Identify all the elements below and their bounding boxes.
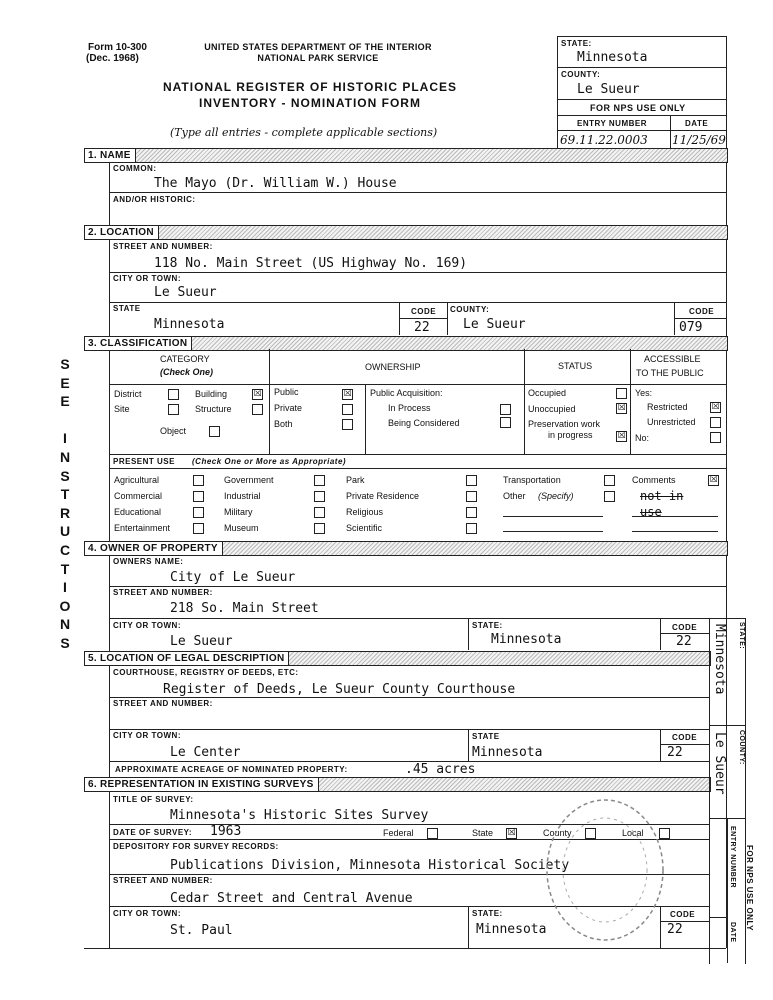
use-transportation-checkbox[interactable] bbox=[604, 475, 615, 486]
agency-line2: NATIONAL PARK SERVICE bbox=[257, 53, 379, 63]
use-museum-checkbox[interactable] bbox=[314, 523, 325, 534]
district-checkbox[interactable] bbox=[168, 389, 179, 400]
depository-label: DEPOSITORY FOR SURVEY RECORDS: bbox=[113, 842, 279, 851]
use-private-residence-label: Private Residence bbox=[346, 491, 420, 501]
top-date-label: DATE bbox=[685, 119, 709, 128]
section-5-head: 5. LOCATION OF LEGAL DESCRIPTION bbox=[85, 652, 289, 665]
survey-date-value: 1963 bbox=[210, 824, 242, 839]
private-checkbox[interactable] bbox=[342, 404, 353, 415]
in-process-checkbox[interactable] bbox=[500, 404, 511, 415]
section-6-head: 6. REPRESENTATION IN EXISTING SURVEYS bbox=[85, 778, 319, 791]
use-government-checkbox[interactable] bbox=[314, 475, 325, 486]
form-id: Form 10-300 bbox=[88, 42, 147, 53]
legal-state-label: STATE bbox=[472, 732, 500, 741]
top-county-label: COUNTY: bbox=[561, 70, 601, 79]
ownership-label: OWNERSHIP bbox=[365, 362, 421, 372]
use-entertainment-checkbox[interactable] bbox=[193, 523, 204, 534]
sidebar-date-label: DATE bbox=[729, 922, 736, 943]
occupied-checkbox[interactable] bbox=[616, 388, 627, 399]
legal-city-value: Le Center bbox=[170, 745, 241, 760]
use-scientific-label: Scientific bbox=[346, 523, 383, 533]
use-educational-label: Educational bbox=[114, 507, 162, 517]
unoccupied-label: Unoccupied bbox=[528, 404, 576, 414]
preservation-label-2: in progress bbox=[548, 430, 593, 440]
historic-label: AND/OR HISTORIC: bbox=[113, 195, 196, 204]
survey-date-label: DATE OF SURVEY: bbox=[113, 828, 193, 837]
owner-code-value: 22 bbox=[676, 634, 692, 649]
section-2-bar bbox=[84, 225, 728, 240]
location-city-label: CITY OR TOWN: bbox=[113, 274, 181, 283]
form-title-line2: INVENTORY - NOMINATION FORM bbox=[199, 96, 421, 110]
location-state-label: STATE bbox=[113, 304, 141, 313]
use-commercial-label: Commercial bbox=[114, 491, 163, 501]
federal-checkbox[interactable] bbox=[427, 828, 438, 839]
building-checkbox[interactable]: ☒ bbox=[253, 389, 262, 399]
survey-street-value: Cedar Street and Central Avenue bbox=[170, 891, 413, 906]
legal-street-label: STREET AND NUMBER: bbox=[113, 699, 213, 708]
location-county-label: COUNTY: bbox=[450, 305, 490, 314]
use-military-checkbox[interactable] bbox=[314, 507, 325, 518]
sidebar-county-label: COUNTY: bbox=[738, 730, 745, 765]
use-park-label: Park bbox=[346, 475, 365, 485]
being-considered-checkbox[interactable] bbox=[500, 417, 511, 428]
section-2-head: 2. LOCATION bbox=[85, 226, 159, 239]
sidebar-state-value: Minnesota bbox=[712, 624, 727, 695]
structure-checkbox[interactable] bbox=[252, 404, 263, 415]
building-label: Building bbox=[195, 389, 228, 399]
use-commercial-checkbox[interactable] bbox=[193, 491, 204, 502]
sidebar-state-label: STATE: bbox=[738, 622, 745, 650]
use-other-label: Other bbox=[503, 491, 526, 501]
owner-city-label: CITY OR TOWN: bbox=[113, 621, 181, 630]
section-6-bar bbox=[84, 777, 711, 792]
section-5-bar bbox=[84, 651, 711, 666]
check-one-label: (Check One) bbox=[160, 367, 214, 377]
use-entertainment-label: Entertainment bbox=[114, 523, 171, 533]
use-other-checkbox[interactable] bbox=[604, 491, 615, 502]
owner-street-value: 218 So. Main Street bbox=[170, 601, 319, 616]
acreage-value: .45 acres bbox=[405, 762, 476, 777]
present-use-note: (Check One or More as Appropriate) bbox=[192, 457, 347, 466]
agency-line1: UNITED STATES DEPARTMENT OF THE INTERIOR bbox=[204, 42, 432, 52]
present-use-label: PRESENT USE bbox=[113, 457, 175, 466]
use-agricultural-label: Agricultural bbox=[114, 475, 160, 485]
top-nps-label: FOR NPS USE ONLY bbox=[590, 103, 686, 113]
legal-code-label: CODE bbox=[672, 733, 698, 742]
survey-title-label: TITLE OF SURVEY: bbox=[113, 795, 194, 804]
object-checkbox[interactable] bbox=[209, 426, 220, 437]
site-label: Site bbox=[114, 404, 130, 414]
unrestricted-label: Unrestricted bbox=[647, 417, 696, 427]
depository-value: Publications Division, Minnesota Historical Society bbox=[170, 858, 570, 873]
instructions-note: (Type all entries - complete applicable sections) bbox=[170, 126, 438, 139]
owner-name-label: OWNERS NAME: bbox=[113, 557, 184, 566]
section-4-bar bbox=[84, 541, 728, 556]
acreage-label: APPROXIMATE ACREAGE OF NOMINATED PROPERTY: bbox=[115, 765, 348, 774]
unoccupied-checkbox[interactable]: ☒ bbox=[617, 403, 626, 413]
survey-state-label: State bbox=[472, 828, 494, 838]
status-label: STATUS bbox=[558, 361, 593, 371]
received-stamp bbox=[540, 795, 670, 945]
comment-line-2: use bbox=[640, 505, 662, 519]
structure-label: Structure bbox=[195, 404, 232, 414]
public-label: Public bbox=[274, 387, 299, 397]
owner-state-label: STATE: bbox=[472, 621, 503, 630]
top-date-value: 11/25/69 bbox=[672, 133, 726, 147]
common-label: COMMON: bbox=[113, 164, 157, 173]
top-county-value: Le Sueur bbox=[577, 82, 640, 97]
location-street-label: STREET AND NUMBER: bbox=[113, 242, 213, 251]
federal-label: Federal bbox=[383, 828, 414, 838]
location-code-value: 22 bbox=[414, 320, 430, 335]
use-government-label: Government bbox=[224, 475, 274, 485]
both-label: Both bbox=[274, 419, 293, 429]
sidebar-entry-label: ENTRY NUMBER bbox=[729, 826, 736, 889]
use-industrial-checkbox[interactable] bbox=[314, 491, 325, 502]
use-religious-label: Religious bbox=[346, 507, 384, 517]
survey-title-value: Minnesota's Historic Sites Survey bbox=[170, 808, 429, 823]
restricted-checkbox[interactable]: ☒ bbox=[711, 402, 720, 412]
use-private-residence-checkbox[interactable] bbox=[466, 491, 477, 502]
accessible-label-2: TO THE PUBLIC bbox=[636, 368, 704, 378]
use-religious-checkbox[interactable] bbox=[466, 507, 477, 518]
private-label: Private bbox=[274, 403, 303, 413]
use-specify-label: (Specify) bbox=[538, 491, 574, 501]
use-scientific-checkbox[interactable] bbox=[466, 523, 477, 534]
section-4-head: 4. OWNER OF PROPERTY bbox=[85, 542, 223, 555]
form-date: (Dec. 1968) bbox=[86, 53, 139, 64]
use-educational-checkbox[interactable] bbox=[193, 507, 204, 518]
survey-code-value: 22 bbox=[667, 922, 683, 937]
no-label: No: bbox=[635, 433, 650, 443]
section-3-bar bbox=[84, 336, 728, 351]
location-code-label: CODE bbox=[411, 307, 437, 316]
form-title-line1: NATIONAL REGISTER OF HISTORIC PLACES bbox=[162, 80, 458, 94]
both-checkbox[interactable] bbox=[342, 419, 353, 430]
category-label: CATEGORY bbox=[160, 354, 210, 364]
courthouse-label: COURTHOUSE, REGISTRY OF DEEDS, ETC: bbox=[113, 668, 299, 677]
public-checkbox[interactable]: ☒ bbox=[343, 389, 352, 399]
courthouse-value: Register of Deeds, Le Sueur County Courthouse bbox=[163, 682, 516, 697]
owner-code-label: CODE bbox=[672, 623, 698, 632]
use-agricultural-checkbox[interactable] bbox=[193, 475, 204, 486]
survey-street-label: STREET AND NUMBER: bbox=[113, 876, 213, 885]
in-process-label: In Process bbox=[388, 403, 431, 413]
occupied-label: Occupied bbox=[528, 388, 567, 398]
local-label: Local bbox=[622, 828, 644, 838]
use-transportation-label: Transportation bbox=[503, 475, 561, 485]
owner-name-value: City of Le Sueur bbox=[170, 570, 296, 585]
yes-label: Yes: bbox=[635, 388, 653, 398]
use-museum-label: Museum bbox=[224, 523, 259, 533]
unrestricted-checkbox[interactable] bbox=[710, 417, 721, 428]
use-industrial-label: Industrial bbox=[224, 491, 261, 501]
location-city-value: Le Sueur bbox=[154, 285, 217, 300]
public-acquisition-label: Public Acquisition: bbox=[370, 388, 443, 398]
section-3-head: 3. CLASSIFICATION bbox=[85, 337, 192, 350]
no-checkbox[interactable] bbox=[710, 432, 721, 443]
top-entry-label: ENTRY NUMBER bbox=[577, 119, 648, 128]
survey-state-checkbox[interactable]: ☒ bbox=[507, 828, 516, 838]
section-1-bar bbox=[84, 148, 728, 163]
survey-state2-value: Minnesota bbox=[476, 922, 547, 937]
being-considered-label: Being Considered bbox=[388, 418, 460, 428]
survey-city-value: St. Paul bbox=[170, 923, 233, 938]
use-comments-label: Comments bbox=[632, 475, 676, 485]
district-label: District bbox=[114, 389, 142, 399]
common-value: The Mayo (Dr. William W.) House bbox=[154, 176, 397, 191]
use-military-label: Military bbox=[224, 507, 253, 517]
legal-city-label: CITY OR TOWN: bbox=[113, 731, 181, 740]
sidebar-county-value: Le Sueur bbox=[712, 732, 727, 795]
owner-state-value: Minnesota bbox=[491, 632, 562, 647]
survey-code-label: CODE bbox=[670, 910, 696, 919]
preservation-label-1: Preservation work bbox=[528, 419, 601, 429]
sidebar-nps-label: FOR NPS USE ONLY bbox=[745, 845, 754, 931]
location-code2-label: CODE bbox=[689, 307, 715, 316]
survey-state2-label: STATE: bbox=[472, 909, 503, 918]
object-label: Object bbox=[160, 426, 187, 436]
site-checkbox[interactable] bbox=[168, 404, 179, 415]
location-code2-value: 079 bbox=[679, 320, 703, 335]
location-street-value: 118 No. Main Street (US Highway No. 169) bbox=[154, 256, 468, 271]
survey-city-label: CITY OR TOWN: bbox=[113, 909, 181, 918]
top-entry-value: 69.11.22.0003 bbox=[560, 133, 648, 147]
preservation-checkbox[interactable]: ☒ bbox=[617, 431, 626, 441]
top-state-label: STATE: bbox=[561, 39, 592, 48]
owner-city-value: Le Sueur bbox=[170, 634, 233, 649]
top-state-value: Minnesota bbox=[577, 50, 648, 65]
accessible-label-1: ACCESSIBLE bbox=[644, 354, 701, 364]
county-label: County bbox=[543, 828, 572, 838]
comment-line-1: not in bbox=[640, 489, 684, 503]
legal-code-value: 22 bbox=[667, 745, 683, 760]
use-park-checkbox[interactable] bbox=[466, 475, 477, 486]
location-county-value: Le Sueur bbox=[463, 317, 526, 332]
location-state-value: Minnesota bbox=[154, 317, 225, 332]
owner-street-label: STREET AND NUMBER: bbox=[113, 588, 213, 597]
side-instructions: S E E I N S T R U C T I O N S bbox=[59, 356, 71, 651]
section-1-head: 1. NAME bbox=[85, 149, 136, 162]
use-comments-checkbox[interactable]: ☒ bbox=[709, 475, 718, 485]
restricted-label: Restricted bbox=[647, 402, 688, 412]
legal-state-value: Minnesota bbox=[472, 745, 543, 760]
